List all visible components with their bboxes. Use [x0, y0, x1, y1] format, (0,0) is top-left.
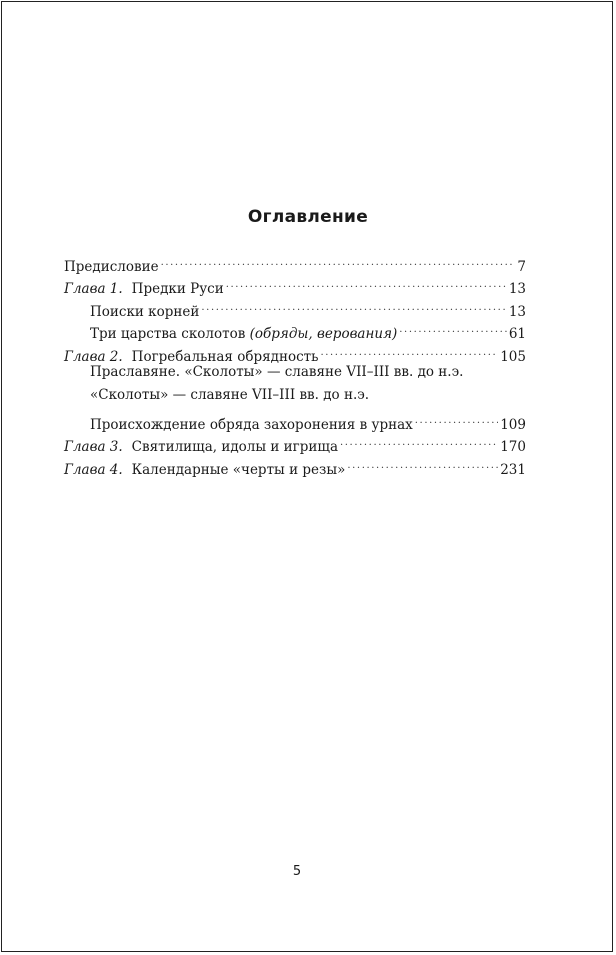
toc-entry-label: Святилища, идолы и игрища [131, 439, 338, 456]
dot-leader [340, 429, 498, 452]
toc-page-number: 61 [508, 326, 526, 343]
toc-entry-label: Поиски корней [90, 303, 200, 320]
toc-subentry-urn-burial[interactable] [64, 406, 526, 433]
toc-page-number: 109 [500, 416, 526, 433]
table-of-contents [64, 248, 526, 478]
dot-leader [347, 451, 498, 474]
chapter-number: Глава 2. [64, 348, 123, 365]
toc-entry-label: Праславяне. «Сколоты» — славяне VII–III вв. до н.э. [90, 363, 464, 380]
toc-entry-label: Предисловие [64, 258, 159, 275]
page-number: 5 [292, 864, 302, 879]
page-title: Оглавление [247, 207, 369, 227]
toc-page-number: 13 [508, 281, 526, 298]
toc-subentry-proto-slavs[interactable] [64, 361, 526, 384]
dot-leader [201, 293, 506, 316]
chapter-number: Глава 3. [64, 439, 123, 456]
toc-entry-label: Предки Руси [131, 281, 224, 298]
chapter-number: Глава 1. [64, 281, 123, 298]
toc-entry-label: «Сколоты» — славяне VII–III вв. до н.э. [90, 386, 370, 403]
toc-entry-label: Три царства сколотов (обряды, верования) [90, 326, 398, 343]
dot-leader [161, 248, 516, 271]
dot-leader [226, 271, 507, 294]
toc-page-number: 231 [500, 461, 526, 478]
toc-entry-label: Календарные «черты и резы» [131, 461, 346, 478]
toc-entry-preface[interactable] [64, 248, 526, 275]
chapter-number: Глава 4. [64, 461, 123, 478]
toc-entry-label: Погребальная обрядность [131, 348, 319, 365]
dot-leader [399, 316, 507, 339]
toc-page-number: 170 [500, 439, 526, 456]
toc-entry-italic-note: (обряды, верования) [249, 326, 398, 343]
toc-page-number: 7 [517, 258, 526, 275]
toc-subentry-skoloty[interactable] [64, 384, 526, 407]
toc-page-number: 13 [508, 303, 526, 320]
toc-entry-label: Происхождение обряда захоронения в урнах [90, 416, 413, 433]
toc-page-number: 105 [500, 348, 526, 365]
dot-leader [320, 338, 498, 361]
dot-leader [415, 406, 498, 429]
